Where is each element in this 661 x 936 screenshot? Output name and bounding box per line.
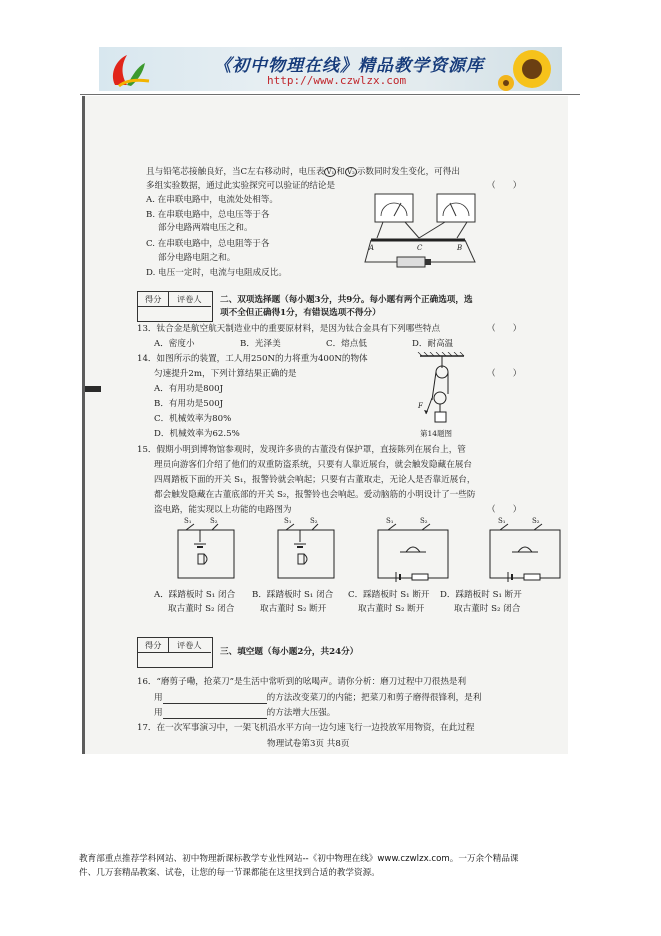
q12-voltmeter-figure [357,192,492,274]
site-footer-line2: 件、几万套精品教案、试卷，让您的每一节课都能在这里找到合适的教学资源。 [79,868,380,878]
site-logo [105,51,153,89]
q14-figure-label: 第14题图 [420,429,453,438]
q15-caption-b-line1: B．踩踏板时 S₁ 闭合 [252,590,334,600]
site-footer-line1: 教育部重点推荐学科网站、初中物理新课标教学专业性网站--《初中物理在线》www.czwlzx.com。一万余个精品课 [79,854,519,864]
q12-option-b-line1: B. 在串联电路中，总电压等于各 [146,210,270,220]
circuit-b [278,517,334,578]
circuit-a-s2: S₂ [210,517,218,525]
force-label: F [418,402,423,410]
q15-answer-paren: （ ） [487,505,522,515]
q15-caption-c-line1: C．踩踏板时 S₁ 断开 [348,590,430,600]
section3-score-box [137,637,213,668]
q14-stem-line2: 匀速提升2m，下列计算结果正确的是 [154,369,297,379]
q15-caption-d-line1: D．踩踏板时 S₁ 断开 [440,590,522,600]
q16-blank-1[interactable] [163,694,267,704]
q12-option-a: A. 在串联电路中，电流处处相等。 [146,195,278,205]
q15-caption-a-line2: 取古董时 S₂ 闭合 [168,604,235,614]
site-banner [99,47,562,91]
q13-option-b: B．光泽美 [240,339,281,349]
q16-blank-2[interactable] [163,709,267,719]
circuit-c [378,517,448,582]
q15-circuit-diagrams [160,516,568,588]
q12-line1-tail: 示数同时发生变化，可得出 [356,167,460,177]
circuit-d-s2: S₂ [532,517,540,525]
circuit-d [490,517,560,582]
q16-line3-pre: 用 [154,708,163,718]
section3-header: 三、填空题（每小题2分，共24分） [220,647,359,657]
score-label: 得分 [145,640,162,650]
q15-line3: 四周踏板下面的开关 S₁，报警铃就会响起；只要有古董取走，无论人是否靠近展台， [154,475,476,485]
q15-caption-c-line2: 取古董时 S₂ 断开 [358,604,425,614]
section2-header-line2: 项不全但正确得1分，有错误选项不得分） [220,308,381,318]
score-label: 得分 [145,294,162,304]
q16-line2-pre: 用 [154,693,163,703]
q12-line1-text: 且与铅笔芯接触良好，当C左右移动时，电压表 [146,167,325,177]
q15-line5: 盗电路，能实现以上功能的电路图为 [154,505,292,515]
q13-option-c: C．熔点低 [326,339,367,349]
q14-option-b: B．有用功是500J [154,399,224,409]
q13-stem: 13．钛合金是航空航天制造业中的重要原材料，是因为钛合金具有下列哪些特点 [137,324,441,334]
q13-answer-paren: （ ） [487,324,522,334]
q15-caption-a-line1: A．踩踏板时 S₁ 闭合 [154,590,236,600]
grader-label: 评卷人 [177,294,202,304]
sunflower-icon [498,47,560,91]
q16-line1: 16．“磨剪子嘞，抢菜刀”是生活中常听到的吆喝声。请你分析：磨刀过程中刀很热是利 [137,677,467,687]
scanned-exam-page [82,96,568,754]
circuit-b-s1: S₁ [284,517,292,525]
circuit-a [178,517,234,578]
label-b: B [457,244,463,252]
q16-line3 [154,708,335,719]
q15-caption-d-line2: 取古董时 S₂ 闭合 [454,604,521,614]
scan-binding-mark [85,386,101,392]
circuit-c-s2: S₂ [420,517,428,525]
section2-score-box [137,291,213,322]
q14-option-a: A．有用功是800J [154,384,224,394]
grader-label: 评卷人 [177,640,202,650]
q12-and: 和 [336,167,345,177]
q14-pulley-figure [412,352,472,438]
q12-option-c-line2: 部分电路电阻之和。 [158,253,236,263]
q16-line2-post: 的方法改变菜刀的内能；把菜刀和剪子磨得很锋利，是利 [266,693,482,703]
q15-caption-b-line2: 取古董时 S₂ 断开 [260,604,327,614]
voltmeter-v1-symbol: V₁ [326,168,335,176]
q14-stem-line1: 14．如图所示的装置，工人用250N的力将重为400N的物体 [137,354,368,364]
q15-line2: 理员向游客们介绍了他们的双重防盗系统，只要有人靠近展台，就会触发隐藏在展台 [154,460,472,470]
q15-line4: 都会触发隐藏在古董底部的开关 S₂，报警铃也会响起。爱动脑筋的小明设计了一些防 [154,490,476,500]
header-rule [80,94,580,95]
q12-option-c-line1: C. 在串联电路中，总电阻等于各 [146,239,270,249]
circuit-c-s1: S₁ [386,517,394,525]
q13-option-d: D．耐高温 [412,339,454,349]
q12-line2: 多组实验数据，通过此实验探究可以验证的结论是 [146,181,336,191]
q14-answer-paren: （ ） [487,369,522,379]
exam-page-number: 物理试卷第3页 共8页 [267,739,350,749]
banner-url[interactable]: http://www.czwlzx.com [267,74,407,87]
label-c: C [417,244,423,252]
circuit-d-s1: S₁ [498,517,506,525]
q12-answer-paren: （ ） [487,181,522,191]
q12-option-d: D. 电压一定时，电流与电阻成反比。 [146,268,287,278]
q12-line1 [146,167,460,178]
q14-option-d: D．机械效率为62.5% [154,429,240,439]
circuit-b-s2: S₂ [310,517,318,525]
label-a: A [369,244,375,252]
q14-option-c: C．机械效率为80% [154,414,232,424]
q15-line1: 15．假期小明到博物馆参观时，发现许多贵的古董没有保护罩，直接陈列在展台上，管 [137,445,466,455]
q17-line1: 17．在一次军事演习中，一架飞机沿水平方向一边匀速飞行一边投放军用物资，在此过程 [137,723,475,733]
q16-line3-post: 的方法增大压强。 [266,708,336,718]
q13-option-a: A．密度小 [154,339,195,349]
voltmeter-v2-symbol: V₂ [346,168,355,176]
scan-edge [82,96,85,754]
circuit-a-s1: S₁ [184,517,192,525]
section2-header-line1: 二、双项选择题（每小题3分，共9分。每小题有两个正确选项，选 [220,295,473,305]
q12-option-b-line2: 部分电路两端电压之和。 [158,223,253,233]
banner-title: 《初中物理在线》精品教学资源库 [214,56,484,76]
q16-line2 [154,693,481,704]
